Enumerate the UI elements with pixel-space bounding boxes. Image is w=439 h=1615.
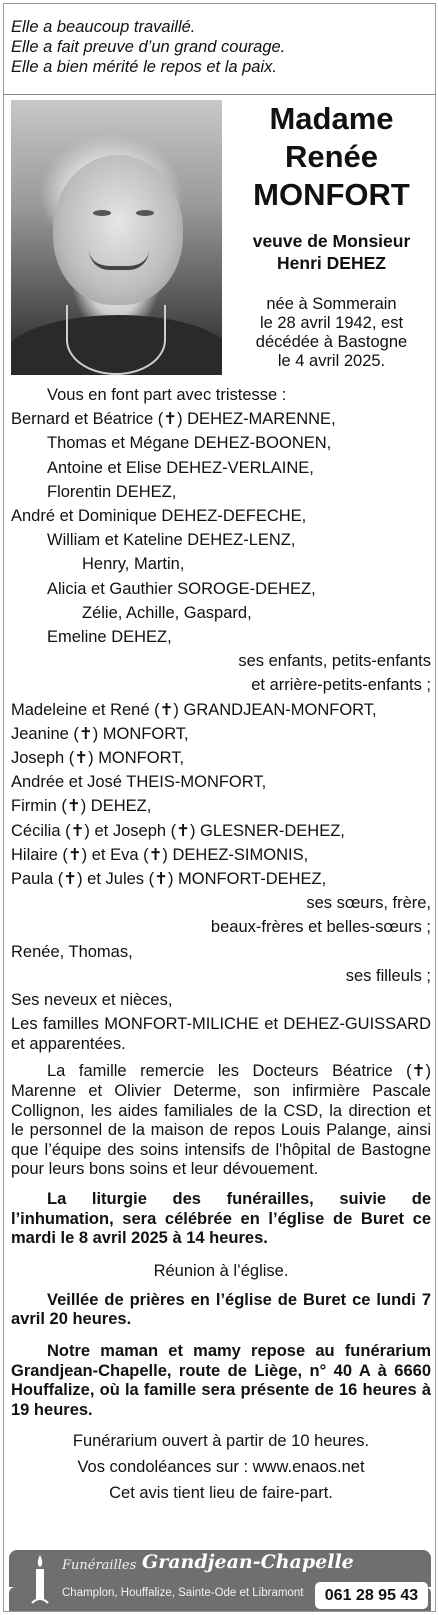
born-line: née à Sommerain xyxy=(266,295,397,313)
born-line: décédée à Bastogne xyxy=(255,333,408,351)
phone-number[interactable]: 061 28 95 43 xyxy=(315,1582,428,1609)
quote-line: Elle a bien mérité le repos et la paix. xyxy=(11,58,277,76)
divider xyxy=(3,94,436,95)
brand-prefix: Funérailles xyxy=(62,1558,137,1573)
vigil-paragraph: Veillée de prières en l’église de Buret ce lundi 7 avril 20 heures. xyxy=(11,1290,431,1329)
family-line: Jeanine (✝) MONFORT, xyxy=(11,724,189,743)
family-line: Bernard et Béatrice (✝) DEHEZ-MARENNE, xyxy=(11,410,336,429)
widow-of xyxy=(228,230,435,274)
family-line: Madeleine et René (✝) GRANDJEAN-MONFORT, xyxy=(11,700,377,719)
born-line: le 4 avril 2025. xyxy=(277,352,386,370)
family-line: Zélie, Achille, Gaspard, xyxy=(82,603,252,622)
family-line: Firmin (✝) DEHEZ, xyxy=(11,797,152,816)
family-role: ses filleuls ; xyxy=(345,966,431,985)
notice-body xyxy=(11,383,431,1506)
quote-line: Elle a fait preuve d’un grand courage. xyxy=(11,38,286,56)
family-line: Alicia et Gauthier SOROGE-DEHEZ, xyxy=(47,579,316,598)
family-line: Renée, Thomas, xyxy=(11,942,133,961)
name-first: Renée xyxy=(284,139,379,174)
family-line: Cécilia (✝) et Joseph (✝) GLESNER-DEHEZ, xyxy=(11,821,345,840)
widow-line: veuve de Monsieur xyxy=(252,231,411,251)
family-line: Hilaire (✝) et Eva (✝) DEHEZ-SIMONIS, xyxy=(11,845,309,864)
notice-line: Cet avis tient lieu de faire-part. xyxy=(109,1484,333,1503)
family-role: ses enfants, petits-enfants xyxy=(238,652,431,671)
thanks-paragraph: La famille remercie les Docteurs Béatrice (✝) Marenne et Olivier Determe, son infirmière Pascale Collignon, les aides familiales de la CSD, la direction et le personnel de la maison de repos Louis Palange, ainsi que l’équipe des soins intensifs de l'hôpital de Bastogne pour leurs bons soins et leur dévouement. xyxy=(11,1062,431,1179)
brand-towns: Champlon, Houffalize, Sainte-Ode et Libramont xyxy=(62,1587,304,1599)
family-role: beaux-frères et belles-sœurs ; xyxy=(210,918,431,937)
family-intro: Vous en font part avec tristesse : xyxy=(47,386,287,404)
open-line: Funérarium ouvert à partir de 10 heures. xyxy=(72,1432,370,1451)
portrait-photo xyxy=(11,100,222,375)
family-line: Florentin DEHEZ, xyxy=(47,482,177,501)
widow-line: Henri DEHEZ xyxy=(277,253,386,273)
epitaph-quote xyxy=(11,17,431,77)
quote-line: Elle a beaucoup travaillé. xyxy=(11,18,196,36)
family-role: ses sœurs, frère, xyxy=(306,894,431,913)
family-role: et arrière-petits-enfants ; xyxy=(251,676,431,695)
deceased-name xyxy=(228,100,435,214)
family-line: William et Kateline DEHEZ-LENZ, xyxy=(47,531,296,550)
meeting-line: Réunion à l’église. xyxy=(153,1261,289,1280)
born-line: le 28 avril 1942, est xyxy=(259,314,404,332)
family-line: Thomas et Mégane DEHEZ-BOONEN, xyxy=(47,434,332,453)
family-line: Emeline DEHEZ, xyxy=(47,628,172,647)
name-last: MONFORT xyxy=(253,177,410,212)
condolences-line: Vos condoléances sur : www.enaos.net xyxy=(77,1458,365,1477)
family-line: André et Dominique DEHEZ-DEFECHE, xyxy=(11,507,307,526)
funeral-paragraph: La liturgie des funérailles, suivie de l’inhumation, sera célébrée en l’église de Buret ce mardi le 8 avril 2025 à 14 heures. xyxy=(11,1190,431,1248)
candle-icon xyxy=(30,1553,50,1607)
families-line: Les familles MONFORT-MILICHE et DEHEZ-GUISSARD et apparentées. xyxy=(11,1015,431,1053)
rest-paragraph: Notre maman et mamy repose au funérarium Grandjean-Chapelle, route de Liège, n° 40 A à 6660 Houffalize, où la famille sera présente de 16 heures à 19 heures. xyxy=(11,1342,431,1419)
family-line: Paula (✝) et Jules (✝) MONFORT-DEHEZ, xyxy=(11,870,327,889)
name-title: Madame xyxy=(269,101,394,136)
family-line: Andrée et José THEIS-MONFORT, xyxy=(11,773,267,792)
birth-death-info xyxy=(228,295,435,371)
family-line: Ses neveux et nièces, xyxy=(11,991,173,1010)
family-line: Henry, Martin, xyxy=(82,555,185,574)
brand-name: Grandjean-Chapelle xyxy=(142,1551,354,1573)
family-line: Joseph (✝) MONFORT, xyxy=(11,749,185,768)
family-line: Antoine et Elise DEHEZ-VERLAINE, xyxy=(47,458,314,477)
